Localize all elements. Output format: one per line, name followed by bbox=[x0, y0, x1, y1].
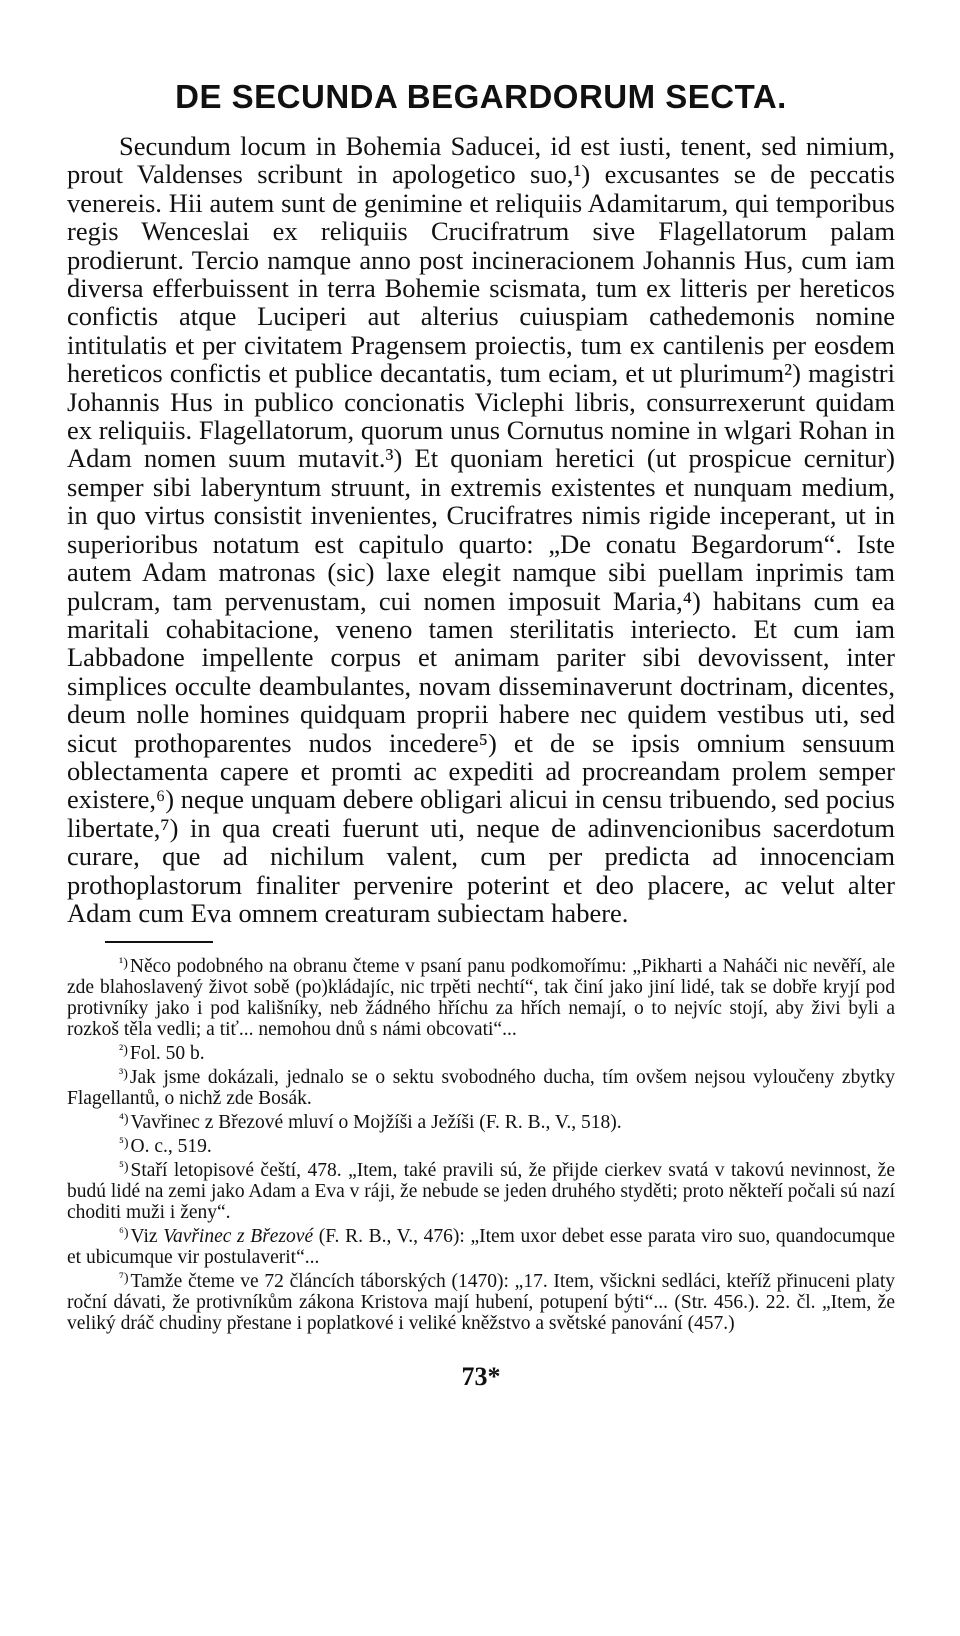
footnote-2 bbox=[67, 1040, 895, 1064]
footnote-1 bbox=[67, 953, 895, 1040]
footnote-separator bbox=[105, 941, 213, 943]
footnote-text-pre: Viz bbox=[130, 1226, 164, 1248]
chapter-title: DE SECUNDA BEGARDORUM SECTA. bbox=[175, 78, 787, 115]
footnote-marker: ¹) bbox=[119, 956, 128, 972]
footnote-marker: ⁵) bbox=[119, 1160, 129, 1176]
footnote-text: Vavřinec z Březové mluví o Mojžíši a Ježíši (F. R. B., V., 518). bbox=[130, 1112, 622, 1134]
footnote-marker: ²) bbox=[119, 1043, 128, 1059]
footnote-marker: ⁵) bbox=[119, 1136, 129, 1152]
book-page bbox=[67, 78, 895, 1392]
footnotes bbox=[67, 953, 895, 1334]
footnote-text-post: (F. R. B., V., 476): „Item uxor debet esse parata viro suo, quandocumque et ubicumque vir postulaverit“... bbox=[67, 1226, 895, 1269]
footnote-4 bbox=[67, 1109, 895, 1133]
footnote-3 bbox=[67, 1064, 895, 1109]
footnote-text: Tamže čteme ve 72 článcích táborských (1470): „17. Item, všickni sedláci, kteříž přinuceni platy roční dávati, že protivníkům zákona Kristova mají hubení, potupení býti“... (Str. 456.). 22. čl. „Item, že veliký dráč chudiny přestane i poplatkové i veliké kněžstvo a světské panování (457.) bbox=[67, 1271, 895, 1335]
footnote-text: Fol. 50 b. bbox=[129, 1043, 205, 1065]
footnote-text: Staří letopisové čeští, 478. „Item, také pravili sú, že přijde cierkev svatá v takovú nevinnost, že budú lidé na zemi jako Adam a Eva v ráji, že nebude se jeden druhého styděti; proto někteří počali sú nazí choditi muži i ženy“. bbox=[67, 1160, 895, 1224]
footnote-italic-author: Vavřinec z Březové bbox=[163, 1226, 314, 1248]
page-number: 73* bbox=[461, 1362, 501, 1392]
footnote-5a bbox=[67, 1133, 895, 1157]
footnote-text: O. c., 519. bbox=[130, 1136, 212, 1158]
footnote-5b bbox=[67, 1157, 895, 1223]
footnote-7 bbox=[67, 1268, 895, 1334]
footnote-text: Něco podobného na obranu čteme v psaní panu podkomořímu: „Pikharti a Naháči nic nevěří, ale zde blahoslavený život sobě (po)kládajíc, nic trpěti nechtí“, tak činí jako jiní lidé, tak se dobře kryjí pod protivníky jako i pod kališníky, neb žádného hříchu za hřích nemají, o to nejvíc stojí, aby živi byli a rozkoš těla vedli; a tiť... nemohou dnů s námi obcovati“... bbox=[67, 956, 895, 1041]
main-paragraph: Secundum locum in Bohemia Saducei, id est iusti, tenent, sed nimium, prout Valdenses scribunt in apologetico suo,¹) excusantes se de peccatis venereis. Hii autem sunt de genimine et reliquiis Adamitarum, qui temporibus regis Wenceslai ex reliquiis Crucifratrum sive Flagellatorum palam prodierunt. Tercio namque anno post incineracionem Johannis Hus, cum iam diversa efferbuissent in terra Bohemie scismata, tum ex litteris per hereticos confictis atque Luciperi aut alterius cuiuspiam cathedemonis nomine intitulatis et per civitatem Pragensem proiectis, tum ex cantilenis per eosdem hereticos confictis et publice decantatis, tum eciam, et ut plurimum²) magistri Johannis Hus in publico concionatis Viclephi libris, consurrexerunt quidam ex reliquiis. Flagellatorum, quorum unus Cornutus nomine in wlgari Rohan in Adam nomen suum mutavit.³) Et quoniam heretici (ut prospicue cernitur) semper sibi laberyntum struunt, in extremis existentes et nunquam medium, in quo virtus consistit invenientes, Crucifratres nimis rigide inceperant, ut in superioribus notatum est capitulo quarto: „De conatu Begardorum“. Iste autem Adam matronas (sic) laxe elegit namque sibi puellam inprimis tam pulcram, tam pervenustam, cui nomen imposuit Maria,⁴) habitans cum ea maritali cohabitacione, veneno tamen sterilitatis interiecto. Et cum iam Labbadone impellente corpus et animam pariter sibi devovissent, inter simplices occulte deambulantes, novam disseminaverunt doctrinam, dicentes, deum nolle homines quidquam proprii habere nec quidem vestibus uti, sed sicut prothoparentes nudos incedere⁵) et de se ipsis omnium sensuum oblectamenta capere et promti ac expediti ad procreandam prolem semper existere,⁶) neque unquam debere obligari alicui in censu tribuendo, sed pocius libertate,⁷) in qua creati fuerunt uti, neque de adinvencionibus sacerdotum curare, que ad nichilum valent, cum per predicta ad innocenciam prothoplastorum finaliter pervenire poterint et deo placere, ac velut alter Adam cum Eva omnem creaturam subiectam habere. bbox=[67, 131, 895, 928]
footnote-marker: ⁴) bbox=[119, 1112, 129, 1128]
footnote-marker: ⁷) bbox=[119, 1271, 129, 1287]
footnote-marker: ⁶) bbox=[119, 1226, 129, 1242]
footnote-6 bbox=[67, 1223, 895, 1268]
footnote-marker: ³) bbox=[119, 1067, 128, 1083]
footnote-text: Jak jsme dokázali, jednalo se o sektu svobodného ducha, tím ovšem nejsou vyloučeny zbytky Flagellantů, o nichž zde Bosák. bbox=[67, 1067, 895, 1110]
